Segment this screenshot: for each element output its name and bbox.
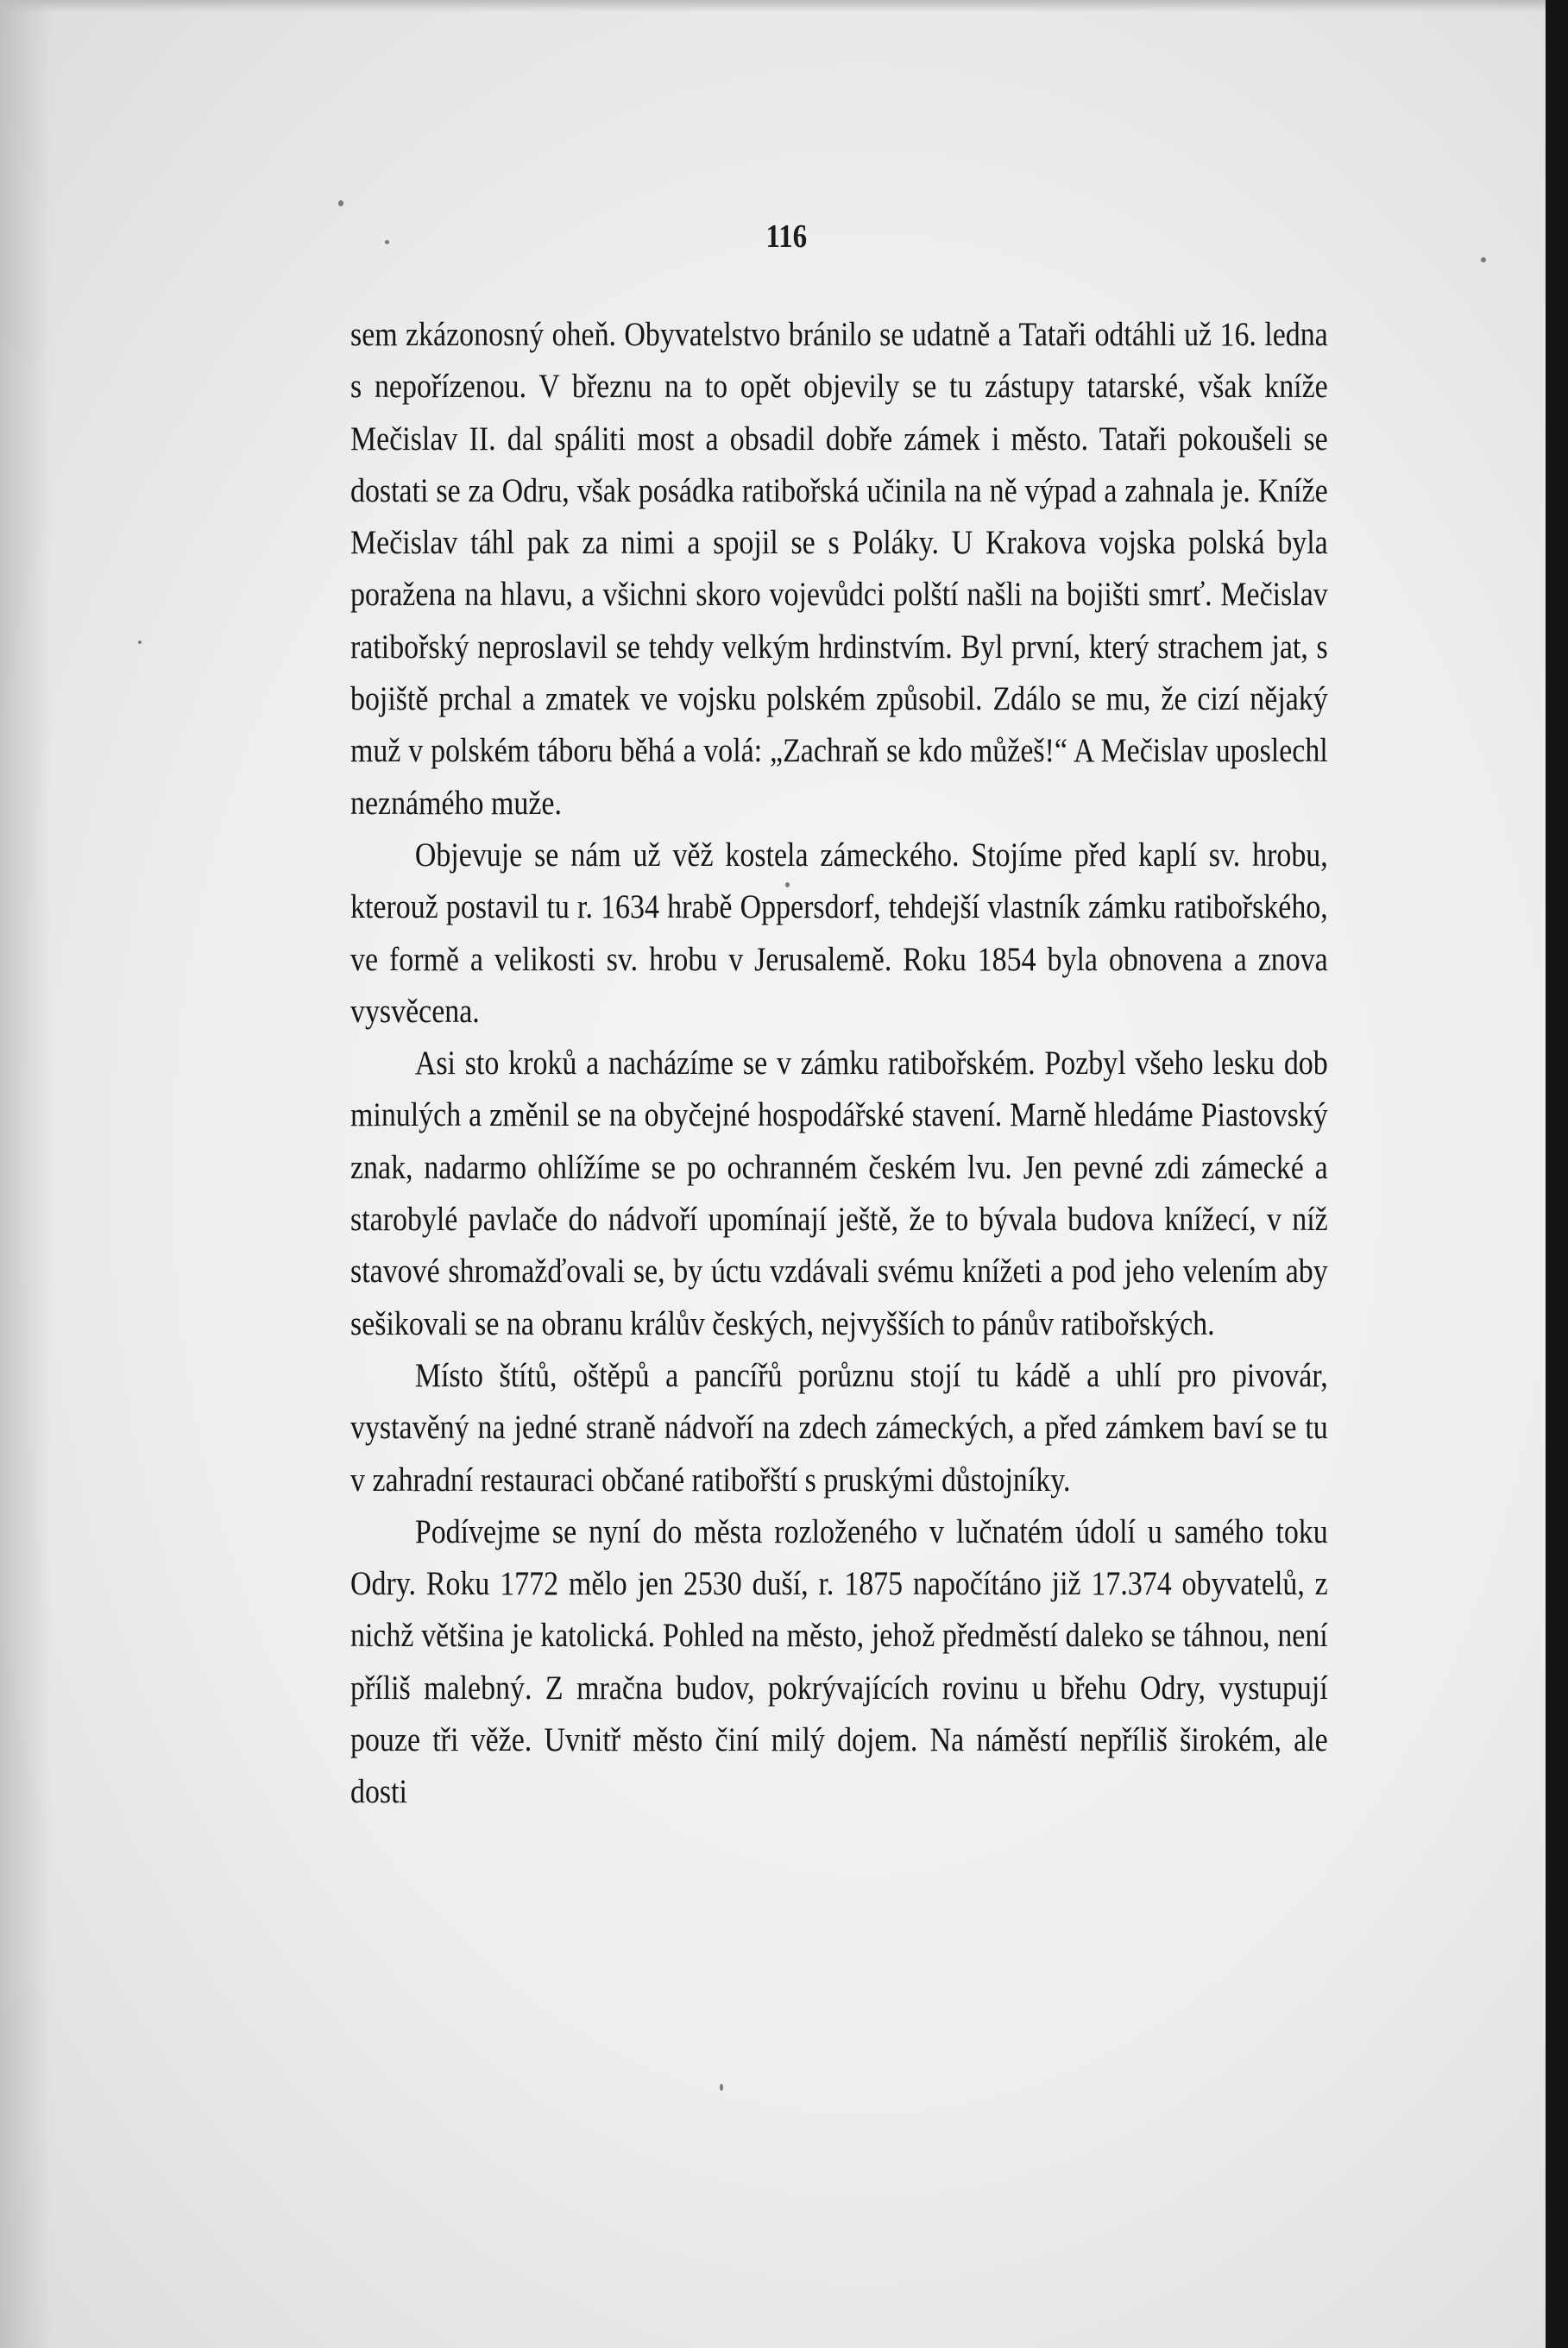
page-left-shadow [0, 0, 52, 2348]
paragraph: sem zkázonosný oheň. Obyvatelstvo bránilo se udatně a Tataři odtáhli už 16. ledna s nepořízenou. V březnu na to opět objevily se tu zástupy tatarské, však kníže Mečislav II. dal spáliti most a obsadil dobře zámek i město. Tataři pokoušeli se dostati se za Odru, však posádka ratibořská učinila na ně výpad a zahnala je. Kníže Mečislav táhl pak za nimi a spojil se s Poláky. U Krakova vojska polská byla poražena na hlavu, a všichni skoro vojevůdci polští našli na bojišti smrť. Mečislav ratibořský neproslavil se tehdy velkým hrdinstvím. Byl první, který strachem jat, s bojiště prchal a zmatek ve vojsku polském způsobil. Zdálo se mu, že cizí nějaký muž v polském táboru běhá a volá: „Zachraň se kdo můžeš!“ A Mečislav uposlechl neznámého muže. [350, 316, 1328, 822]
paper-speck [720, 2084, 723, 2091]
paper-speck [1481, 257, 1486, 262]
page-top-edge [0, 0, 1568, 12]
paragraph: Objevuje se nám už věž kostela zámeckého. Stojíme před kaplí sv. hrobu, kterouž postavil tu r. 1634 hrabě Oppersdorf, tehdejší vlastník zámku ratibořského, ve formě a velikosti sv. hrobu v Jerusalemě. Roku 1854 byla obnovena a znova vysvěcena. [350, 836, 1328, 1030]
scan-border-right [1546, 0, 1568, 2348]
paper-speck [138, 641, 142, 644]
body-text [350, 309, 1328, 1819]
paragraph: Podívejme se nyní do města rozloženého v lučnatém údolí u samého toku Odry. Roku 1772 mělo jen 2530 duší, r. 1875 napočítáno již 17.374 obyvatelů, z nichž většina je katolická. Pohled na město, jehož předměstí daleko se táhnou, není příliš malebný. Z mračna budov, pokrývajících rovinu u břehu Odry, vystupují pouze tři věže. Uvnitř město činí milý dojem. Na náměstí nepříliš širokém, ale dosti [350, 1512, 1328, 1811]
page-number: 116 [765, 218, 808, 255]
paragraph: Asi sto kroků a nacházíme se v zámku ratibořském. Pozbyl všeho lesku dob minulých a změnil se na obyčejné hospodářské stavení. Marně hledáme Piastovský znak, nadarmo ohlížíme se po ochranném českém lvu. Jen pevné zdi zámecké a starobylé pavlače do nádvoří upomínají ještě, že to bývala budova knížecí, v níž stavové shromažďovali se, by úctu vzdávali svému knížeti a pod jeho velením aby sešikovali se na obranu králův českých, nejvyšších to pánův ratibořských. [350, 1045, 1328, 1342]
paper-speck [338, 200, 343, 206]
paragraph: Místo štítů, oštěpů a pancířů porůznu stojí tu kádě a uhlí pro pivovár, vystavěný na jedné straně nádvoří na zdech zámeckých, a před zámkem baví se tu v zahradní restauraci občané ratibořští s pruskými důstojníky. [350, 1356, 1328, 1499]
